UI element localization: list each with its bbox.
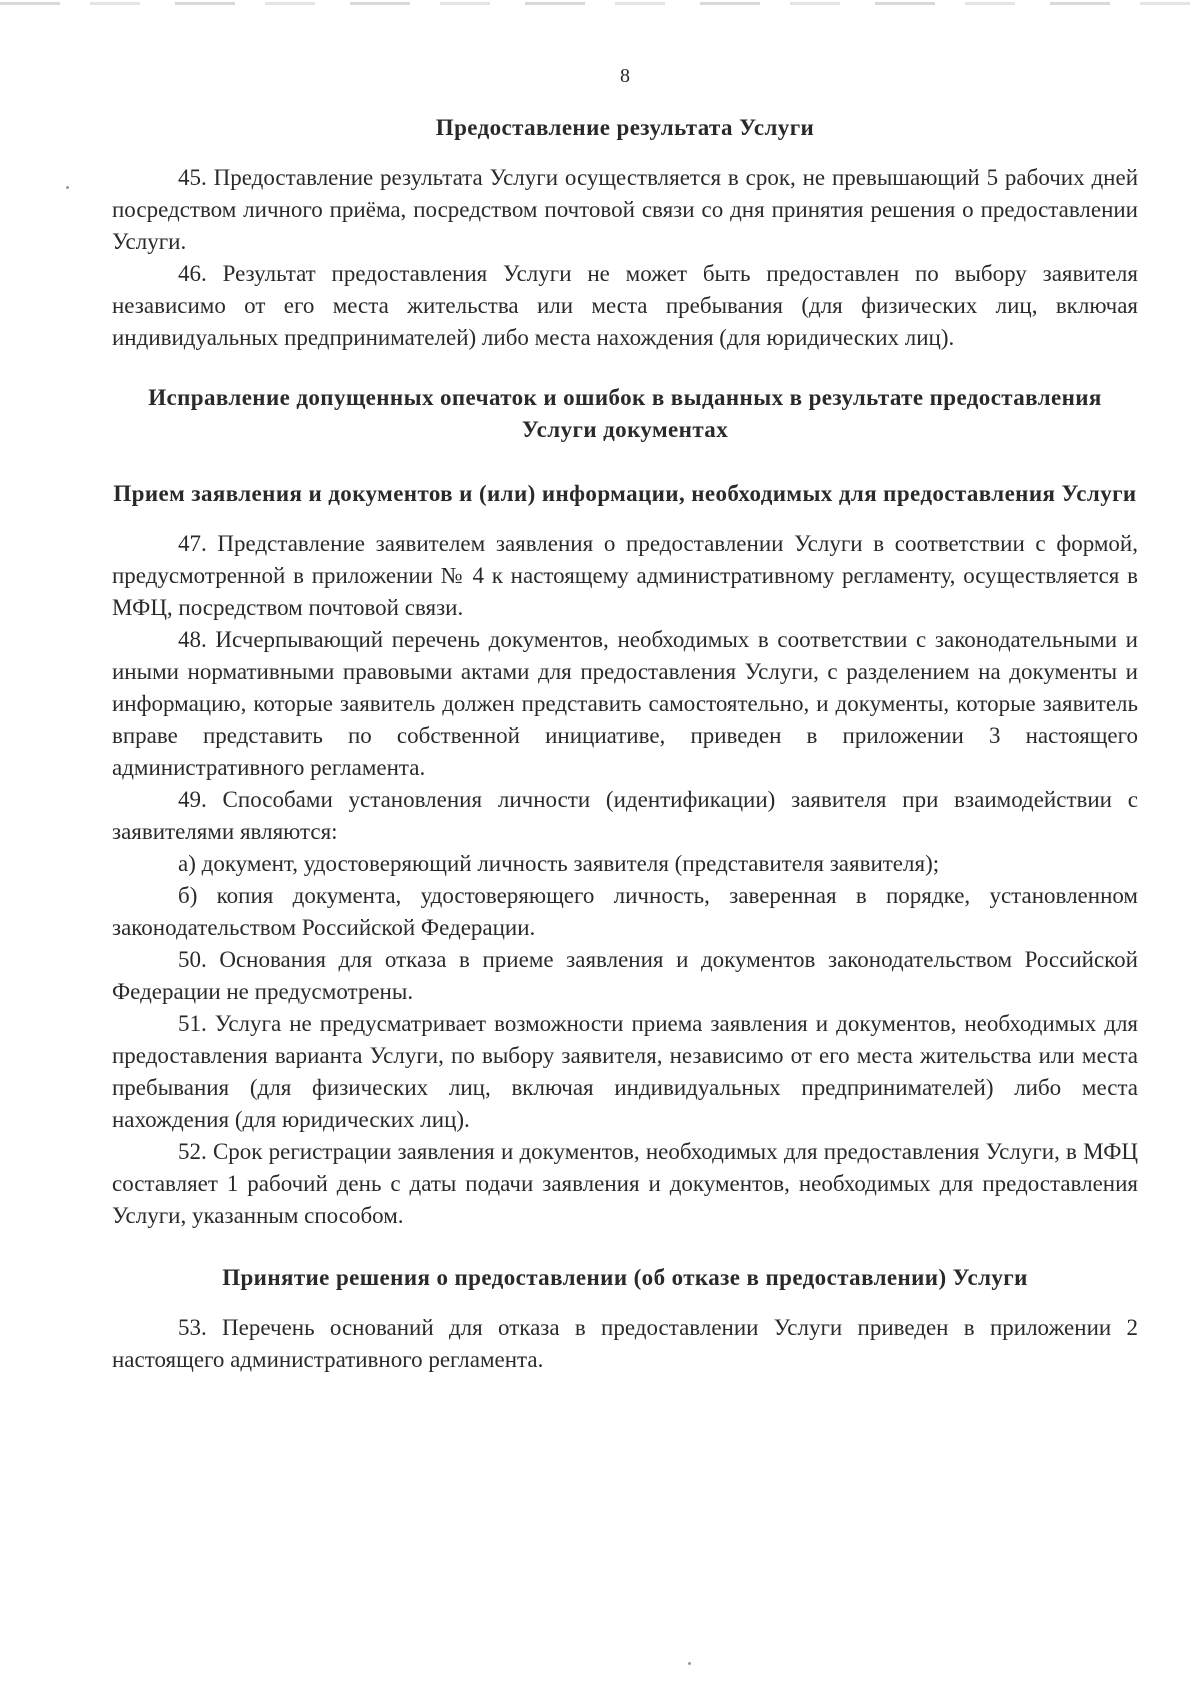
section-heading-application-intake: Прием заявления и документов и (или) информации, необходимых для предоставления Услуги (113, 481, 1137, 506)
scan-speck (66, 186, 69, 189)
paragraph-52: 52. Срок регистрации заявления и документов, необходимых для предоставления Услуги, в МФЦ составляет 1 рабочий день с даты подачи заявления и документов, необходимых для предоставления Услуги, указанным способом. (112, 1139, 1138, 1228)
paragraph-47: 47. Представление заявителем заявления о предоставлении Услуги в соответствии с формой, предусмотренной в приложении № 4 к настоящему административному регламенту, осуществляется в МФЦ, посредством почтовой связи. (112, 531, 1138, 620)
scan-edge-artifact (0, 2, 1200, 5)
paragraph-45: 45. Предоставление результата Услуги осуществляется в срок, не превышающий 5 рабочих дней посредством личного приёма, посредством почтовой связи со дня принятия решения о предоставлении Услуги. (112, 165, 1138, 254)
page-number: 8 (620, 65, 630, 87)
section-heading-result-delivery: Предоставление результата Услуги (435, 115, 815, 140)
paragraph-49: 49. Способами установления личности (идентификации) заявителя при взаимодействии с заявителями являются: (112, 787, 1138, 844)
paragraph-51: 51. Услуга не предусматривает возможности приема заявления и документов, необходимых для предоставления варианта Услуги, по выбору заявителя, независимо от его места жительства или места пребывания (для физических лиц, включая индивидуальных предпринимателей) либо места нахождения (для юридических лиц). (112, 1011, 1138, 1132)
scan-speck (688, 1662, 691, 1665)
document-page (112, 64, 1138, 1376)
section-heading-error-correction: Исправление допущенных опечаток и ошибок в выданных в результате предоставления Услуги документах (148, 385, 1102, 442)
paragraph-49-item-b: б) копия документа, удостоверяющего личность, заверенная в порядке, установленном законодательством Российской Федерации. (112, 883, 1138, 940)
section-heading-decision: Принятие решения о предоставлении (об отказе в предоставлении) Услуги (222, 1265, 1028, 1290)
paragraph-46: 46. Результат предоставления Услуги не может быть предоставлен по выбору заявителя независимо от его места жительства или места пребывания (для физических лиц, включая индивидуальных предпринимателей) либо места нахождения (для юридических лиц). (112, 261, 1138, 350)
paragraph-53: 53. Перечень оснований для отказа в предоставлении Услуги приведен в приложении 2 настоящего административного регламента. (112, 1315, 1138, 1372)
paragraph-50: 50. Основания для отказа в приеме заявления и документов законодательством Российской Федерации не предусмотрены. (112, 947, 1138, 1004)
paragraph-49-item-a: а) документ, удостоверяющий личность заявителя (представителя заявителя); (178, 851, 940, 876)
paragraph-48: 48. Исчерпывающий перечень документов, необходимых в соответствии с законодательными и иными нормативными правовыми актами для предоставления Услуги, с разделением на документы и информацию, которые заявитель должен представить самостоятельно, и документы, которые заявитель вправе представить по собственной инициативе, приведен в приложении 3 настоящего административного регламента. (112, 627, 1138, 780)
